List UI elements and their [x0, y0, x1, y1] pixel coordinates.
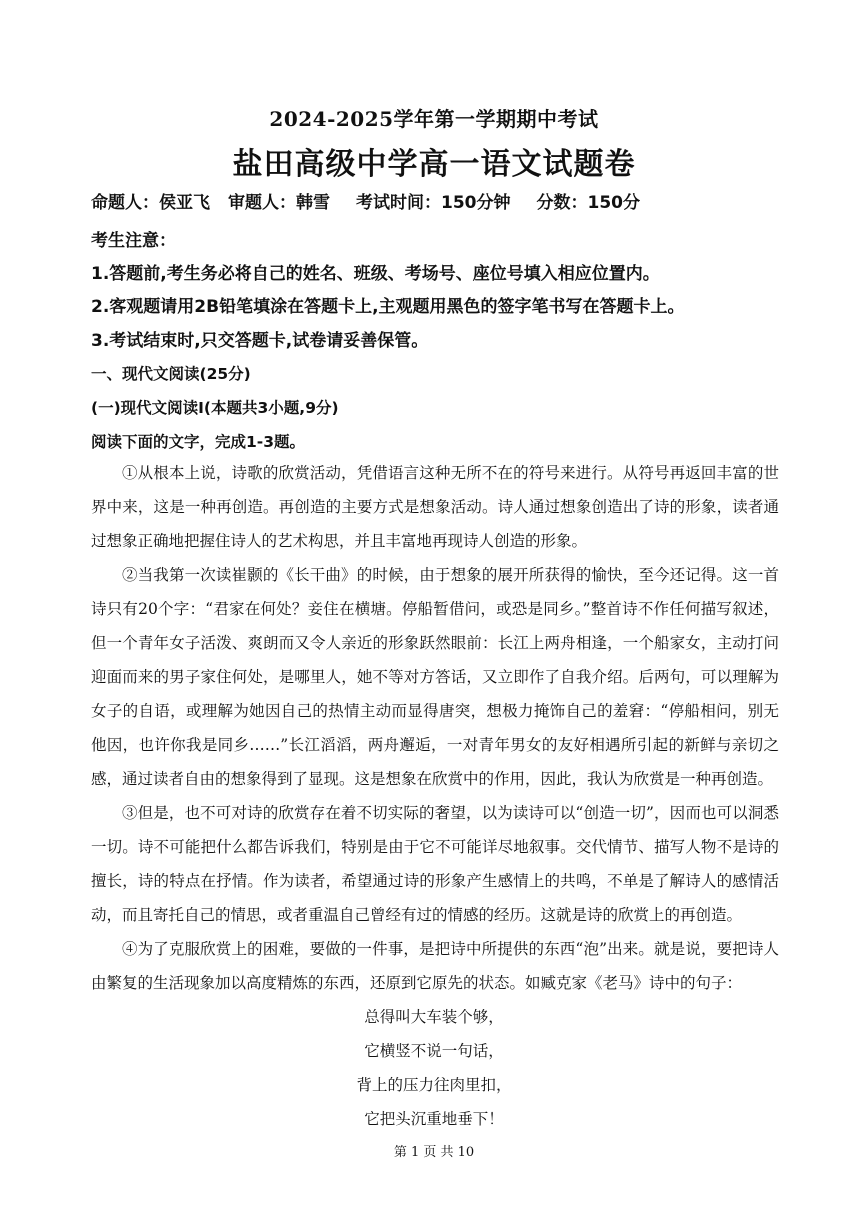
poem-line: 它横竖不说一句话，	[364, 1042, 504, 1060]
notice-heading: 考生注意：	[91, 231, 176, 251]
poem-line: 它把头沉重地垂下！	[364, 1110, 504, 1128]
poem-line: 背上的压力往肉里扣，	[356, 1076, 512, 1094]
passage-paragraph: ②当我第一次读崔颢的《长干曲》的时候，由于想象的展开所获得的愉快，至今还记得。这一首诗只有20个字：“君家在何处？妾住在横塘。停船暂借问，或恐是同乡。”整首诗不作任何描写叙述，但一个青年女子活泼、爽朗而又令人亲近的形象跃然眼前：长江上两舟相逢，一个船家女，主动打问迎面而来的男子家住何处，是哪里人，她不等对方答话，又立即作了自我介绍。后两句，可以理解为女子的自语，或理解为她因自己的热情主动而显得唐突，想极力掩饰自己的羞窘：“停船相问，别无他因，也许你我是同乡……”长江滔滔，两舟邂逅，一对青年男女的友好相遇所引起的新鲜与亲切之感，通过读者自由的想象得到了显现。这是想象在欣赏中的作用，因此，我认为欣赏是一种再创造。	[91, 566, 779, 788]
poem-line: 总得叫大车装个够，	[364, 1008, 504, 1026]
notice-item: 1.答题前,考生务必将自己的姓名、班级、考场号、座位号填入相应位置内。	[91, 264, 660, 284]
passage-paragraph: ④为了克服欣赏上的困难，要做的一件事，是把诗中所提供的东西“泡”出来。就是说，要把诗人由繁复的生活现象加以高度精炼的东西，还原到它原先的状态。如臧克家《老马》诗中的句子：	[91, 940, 779, 992]
reviewer: 审题人：韩雪	[228, 193, 330, 213]
section-title: 一、现代文阅读(25分)	[91, 365, 251, 383]
exam-meta	[91, 188, 640, 213]
exam-time: 考试时间：150分钟	[356, 193, 511, 213]
exam-score: 分数：150分	[536, 193, 640, 213]
passage-paragraph: ①从根本上说，诗歌的欣赏活动，凭借语言这种无所不在的符号来进行。从符号再返回丰富的世界中来，这是一种再创造。再创造的主要方式是想象活动。诗人通过想象创造出了诗的形象，读者通过想象正确地把握住诗人的艺术构思，并且丰富地再现诗人创造的形象。	[91, 464, 779, 550]
passage-paragraph: ③但是，也不可对诗的欣赏存在着不切实际的奢望，以为读诗可以“创造一切”，因而也可以洞悉一切。诗不可能把什么都告诉我们，特别是由于它不可能详尽地叙事。交代情节、描写人物不是诗的擅长，诗的特点在抒情。作为读者，希望通过诗的形象产生感情上的共鸣，不单是了解诗人的感情活动，而且寄托自己的情思，或者重温自己曾经有过的情感的经历。这就是诗的欣赏上的再创造。	[91, 804, 779, 924]
page-number: 第 1 页 共 10	[393, 1145, 475, 1160]
paper-title: 盐田高级中学高一语文试题卷	[232, 147, 636, 182]
notice-item: 3.考试结束时,只交答题卡,试卷请妥善保管。	[91, 331, 429, 351]
section-instruction: 阅读下面的文字，完成1-3题。	[91, 433, 306, 451]
notice-item: 2.客观题请用2B铅笔填涂在答题卡上,主观题用黑色的签字笔书写在答题卡上。	[91, 297, 685, 317]
author: 命题人：侯亚飞	[91, 193, 210, 213]
exam-title: 2024-2025学年第一学期期中考试	[269, 107, 599, 131]
section-subtitle: (一)现代文阅读Ⅰ(本题共3小题,9分)	[91, 399, 339, 417]
poem	[0, 1000, 868, 1136]
